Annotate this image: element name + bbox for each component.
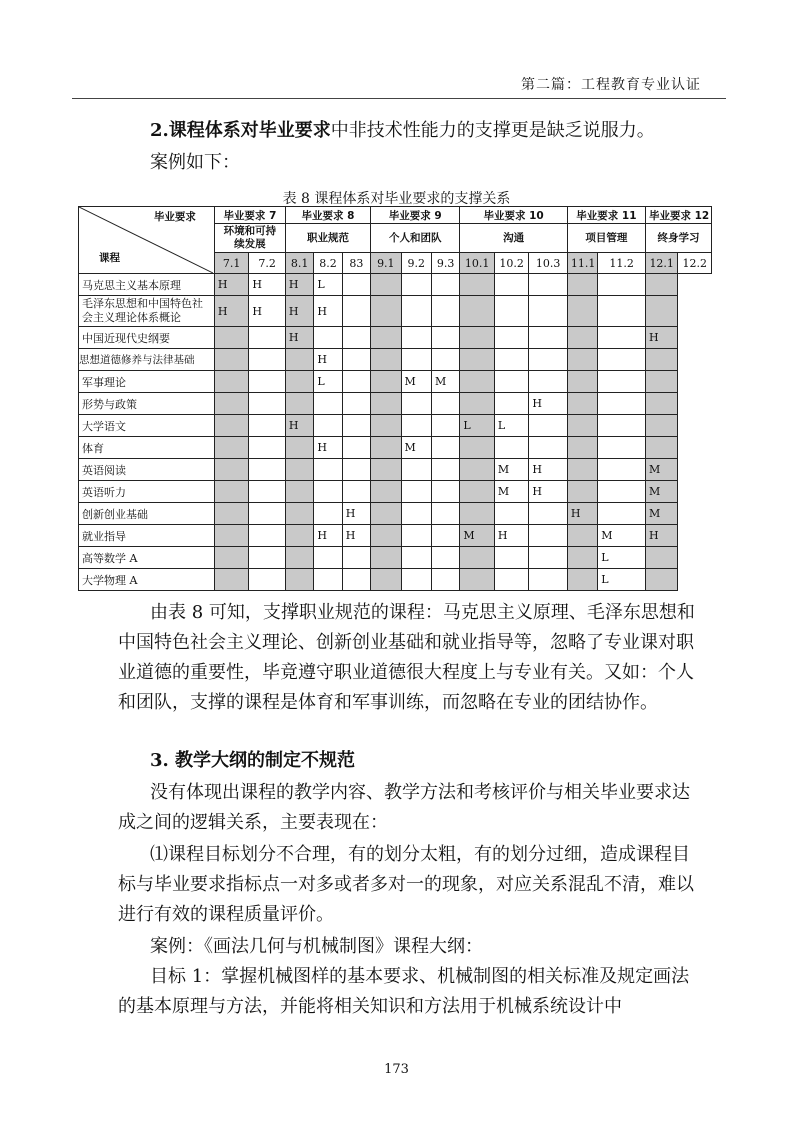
support-cell: [598, 481, 646, 503]
support-cell: M: [494, 481, 528, 503]
support-cell: [314, 569, 342, 591]
support-cell: [494, 371, 528, 393]
support-cell: [431, 296, 459, 327]
support-cell: [431, 569, 459, 591]
support-cell: [214, 437, 248, 459]
table-row: [79, 547, 712, 569]
table-row: [79, 459, 712, 481]
support-cell: [371, 327, 401, 349]
support-cell: [249, 459, 286, 481]
support-cell: [214, 415, 248, 437]
indicator-code: 11.1: [567, 253, 597, 274]
paragraph-2: 没有体现出课程的教学内容、教学方法和考核评价与相关毕业要求达成之间的逻辑关系，主要表现在：: [118, 782, 690, 833]
table-row: [79, 569, 712, 591]
support-cell: [460, 481, 494, 503]
support-table: [78, 206, 712, 591]
group-sub-label: 个人和团队: [371, 224, 460, 253]
support-cell: [342, 349, 370, 371]
course-name: 就业指导: [79, 525, 215, 547]
support-cell: [529, 569, 568, 591]
indicator-code: 10.3: [529, 253, 568, 274]
support-cell: [285, 393, 313, 415]
paragraph-1: 由表 8 可知，支撑职业规范的课程：马克思主义原理、毛泽东思想和中国特色社会主义理论、创新创业基础和就业指导等，忽略了专业课对职业道德的重要性，毕竟遵守职业道德很大程度上与专业有关。又如：个人和团队，支撑的课程是体育和军事训练，而忽略在专业的团结协作。: [118, 602, 695, 713]
support-cell: M: [401, 371, 431, 393]
support-cell: [494, 393, 528, 415]
support-cell: [460, 393, 494, 415]
table-row: [79, 274, 712, 296]
support-cell: [314, 459, 342, 481]
support-cell: [529, 274, 568, 296]
support-cell: L: [598, 569, 646, 591]
support-cell: [371, 296, 401, 327]
support-cell: L: [314, 371, 342, 393]
table-row: [79, 349, 712, 371]
support-cell: [342, 274, 370, 296]
group-label: 毕业要求 8: [285, 207, 370, 224]
support-cell: [494, 274, 528, 296]
support-cell: [401, 569, 431, 591]
support-cell: [460, 547, 494, 569]
group-sub-label: 沟通: [460, 224, 568, 253]
support-cell: [598, 371, 646, 393]
support-cell: [529, 371, 568, 393]
indicator-code: 10.1: [460, 253, 494, 274]
support-cell: [285, 349, 313, 371]
course-name: 思想道德修养与法律基础: [79, 349, 215, 371]
table-row: [79, 371, 712, 393]
paragraph-3: ⑴课程目标划分不合理，有的划分太粗，有的划分过细，造成课程目标与毕业要求指标点一对多或者多对一的现象，对应关系混乱不清，难以进行有效的课程质量评价。: [118, 844, 694, 925]
support-cell: [431, 437, 459, 459]
support-cell: L: [598, 547, 646, 569]
support-cell: [431, 415, 459, 437]
indicator-code: 12.2: [678, 253, 712, 274]
support-cell: [214, 547, 248, 569]
support-cell: M: [645, 481, 677, 503]
support-cell: [249, 349, 286, 371]
support-cell: [371, 481, 401, 503]
support-cell: [371, 371, 401, 393]
support-cell: [214, 459, 248, 481]
support-cell: [460, 437, 494, 459]
support-cell: [214, 327, 248, 349]
support-cell: [371, 393, 401, 415]
paragraph-4: 案例：《画法几何与机械制图》课程大纲：: [150, 936, 483, 957]
group-label: 毕业要求 7: [214, 207, 285, 224]
support-cell: [249, 393, 286, 415]
support-cell: [598, 327, 646, 349]
support-cell: [431, 327, 459, 349]
support-cell: [249, 327, 286, 349]
running-header: 第二篇：工程教育专业认证: [521, 77, 701, 93]
support-cell: [567, 296, 597, 327]
corner-cell: [79, 207, 215, 274]
support-cell: M: [431, 371, 459, 393]
support-cell: L: [494, 415, 528, 437]
support-cell: [371, 569, 401, 591]
course-name: 体育: [79, 437, 215, 459]
group-label: 毕业要求 9: [371, 207, 460, 224]
table-row: [79, 503, 712, 525]
support-cell: [214, 525, 248, 547]
support-cell: [249, 547, 286, 569]
support-cell: [401, 296, 431, 327]
support-cell: [371, 415, 401, 437]
support-cell: [494, 503, 528, 525]
support-cell: [460, 569, 494, 591]
support-cell: [598, 415, 646, 437]
support-cell: [529, 296, 568, 327]
support-cell: [342, 327, 370, 349]
support-cell: [567, 274, 597, 296]
support-cell: [342, 437, 370, 459]
table-row: [79, 415, 712, 437]
support-cell: [431, 525, 459, 547]
support-cell: [494, 437, 528, 459]
indicator-code: 12.1: [645, 253, 677, 274]
support-cell: [249, 437, 286, 459]
group-label: 毕业要求 12: [645, 207, 711, 224]
course-name: 大学物理 A: [79, 569, 215, 591]
support-cell: [645, 437, 677, 459]
support-cell: [214, 569, 248, 591]
course-name: 英语听力: [79, 481, 215, 503]
support-cell: H: [645, 327, 677, 349]
support-cell: [401, 525, 431, 547]
support-cell: [249, 415, 286, 437]
support-cell: [431, 503, 459, 525]
support-cell: [401, 503, 431, 525]
support-cell: [598, 296, 646, 327]
group-sub-label: 项目管理: [567, 224, 645, 253]
support-cell: [342, 481, 370, 503]
support-cell: [214, 393, 248, 415]
support-cell: H: [285, 415, 313, 437]
support-cell: [567, 481, 597, 503]
support-cell: M: [401, 437, 431, 459]
indicator-code: 7.1: [214, 253, 248, 274]
support-cell: [249, 569, 286, 591]
support-cell: [494, 547, 528, 569]
support-cell: [249, 525, 286, 547]
support-cell: [249, 481, 286, 503]
indicator-code: 11.2: [598, 253, 646, 274]
support-cell: [342, 371, 370, 393]
support-cell: [285, 547, 313, 569]
indicator-code: 9.3: [431, 253, 459, 274]
support-cell: [249, 371, 286, 393]
course-name: 形势与政策: [79, 393, 215, 415]
corner-top-label: 毕业要求: [153, 211, 196, 223]
support-cell: [598, 503, 646, 525]
support-cell: H: [285, 274, 313, 296]
group-sub-label: 环境和可持续发展: [214, 224, 285, 253]
support-cell: [567, 547, 597, 569]
support-cell: H: [529, 393, 568, 415]
course-name: 英语阅读: [79, 459, 215, 481]
support-cell: [598, 459, 646, 481]
support-cell: H: [342, 503, 370, 525]
support-cell: [314, 547, 342, 569]
support-cell: H: [214, 274, 248, 296]
support-cell: H: [314, 437, 342, 459]
support-cell: [285, 481, 313, 503]
support-cell: [529, 503, 568, 525]
support-cell: [460, 371, 494, 393]
table-row: [79, 393, 712, 415]
support-cell: [529, 525, 568, 547]
support-cell: [314, 393, 342, 415]
page-number: 173: [384, 1062, 409, 1077]
support-cell: [342, 569, 370, 591]
support-cell: [285, 525, 313, 547]
support-cell: [529, 547, 568, 569]
support-cell: [567, 415, 597, 437]
course-name: 中国近现代史纲要: [79, 327, 215, 349]
support-cell: [214, 503, 248, 525]
support-cell: [314, 503, 342, 525]
support-cell: [494, 296, 528, 327]
support-cell: M: [645, 459, 677, 481]
support-cell: [529, 437, 568, 459]
support-cell: [431, 481, 459, 503]
support-cell: [494, 327, 528, 349]
support-cell: [371, 547, 401, 569]
support-cell: H: [249, 296, 286, 327]
group-label: 毕业要求 11: [567, 207, 645, 224]
support-cell: H: [342, 525, 370, 547]
support-cell: [598, 393, 646, 415]
support-cell: [285, 437, 313, 459]
support-cell: M: [598, 525, 646, 547]
support-cell: [645, 349, 677, 371]
support-cell: [460, 274, 494, 296]
support-cell: [401, 393, 431, 415]
course-name: 创新创业基础: [79, 503, 215, 525]
support-cell: H: [494, 525, 528, 547]
support-cell: M: [460, 525, 494, 547]
indicator-code: 8.2: [314, 253, 342, 274]
indicator-code: 9.1: [371, 253, 401, 274]
support-cell: [431, 547, 459, 569]
support-cell: [494, 349, 528, 371]
support-cell: H: [314, 525, 342, 547]
indicator-code: 10.2: [494, 253, 528, 274]
support-cell: [460, 349, 494, 371]
support-cell: L: [460, 415, 494, 437]
support-cell: M: [645, 503, 677, 525]
support-cell: [371, 503, 401, 525]
support-cell: [401, 459, 431, 481]
support-cell: [567, 327, 597, 349]
support-cell: [529, 415, 568, 437]
support-cell: [645, 415, 677, 437]
support-cell: [214, 371, 248, 393]
support-cell: [645, 393, 677, 415]
group-label: 毕业要求 10: [460, 207, 568, 224]
header-row-groups: [79, 207, 712, 224]
support-cell: [431, 393, 459, 415]
support-cell: H: [567, 503, 597, 525]
table-row: [79, 327, 712, 349]
support-cell: [567, 437, 597, 459]
group-sub-label: 职业规范: [285, 224, 370, 253]
support-cell: H: [214, 296, 248, 327]
support-cell: [460, 503, 494, 525]
support-cell: [645, 569, 677, 591]
support-cell: [645, 296, 677, 327]
support-cell: [460, 459, 494, 481]
support-cell: [371, 437, 401, 459]
table-row: [79, 296, 712, 327]
support-cell: H: [529, 459, 568, 481]
indicator-code: 7.2: [249, 253, 286, 274]
paragraph-5: 目标 1：掌握机械图样的基本要求、机械制图的相关标准及规定画法的基本原理与方法，并能将相关知识和方法用于机械系统设计中: [118, 966, 690, 1017]
support-cell: [529, 349, 568, 371]
course-name: 军事理论: [79, 371, 215, 393]
indicator-code: 83: [342, 253, 370, 274]
course-name: 大学语文: [79, 415, 215, 437]
section-heading-3: 3. 教学大纲的制定不规范: [150, 750, 356, 771]
support-cell: [567, 525, 597, 547]
support-cell: [401, 547, 431, 569]
case-line: 案例如下：: [150, 152, 240, 173]
support-cell: [567, 569, 597, 591]
support-cell: [401, 481, 431, 503]
corner-bottom-label: 课程: [99, 252, 120, 264]
support-cell: [460, 296, 494, 327]
intro-heading-bold: 2.课程体系对毕业要求: [150, 120, 331, 141]
support-cell: M: [494, 459, 528, 481]
support-cell: H: [645, 525, 677, 547]
table-caption: 表 8 课程体系对毕业要求的支撑关系: [282, 191, 511, 207]
support-cell: H: [314, 296, 342, 327]
support-cell: [401, 415, 431, 437]
indicator-code: 9.2: [401, 253, 431, 274]
support-cell: [285, 569, 313, 591]
support-cell: [494, 569, 528, 591]
support-cell: H: [529, 481, 568, 503]
support-cell: [371, 459, 401, 481]
support-cell: [567, 393, 597, 415]
support-cell: [314, 481, 342, 503]
support-cell: [645, 274, 677, 296]
course-name: 马克思主义基本原理: [79, 274, 215, 296]
support-cell: [285, 503, 313, 525]
support-cell: [371, 274, 401, 296]
support-cell: [314, 327, 342, 349]
support-cell: [214, 349, 248, 371]
support-cell: [645, 371, 677, 393]
support-cell: H: [285, 296, 313, 327]
support-cell: [598, 349, 646, 371]
support-cell: [431, 459, 459, 481]
indicator-code: 8.1: [285, 253, 313, 274]
support-cell: [342, 459, 370, 481]
group-sub-label: 终身学习: [645, 224, 711, 253]
support-cell: [342, 547, 370, 569]
support-cell: [401, 274, 431, 296]
support-cell: [314, 415, 342, 437]
support-cell: [342, 415, 370, 437]
support-cell: [567, 459, 597, 481]
intro-heading-rest: 中非技术性能力的支撑更是缺乏说服力。: [330, 120, 655, 141]
support-cell: [342, 393, 370, 415]
support-cell: [342, 296, 370, 327]
support-cell: H: [249, 274, 286, 296]
support-cell: L: [314, 274, 342, 296]
support-cell: [285, 459, 313, 481]
support-cell: [371, 525, 401, 547]
support-cell: [371, 349, 401, 371]
support-cell: [529, 327, 568, 349]
support-cell: [401, 327, 431, 349]
support-cell: [431, 349, 459, 371]
support-cell: [567, 349, 597, 371]
header-rule: [72, 98, 726, 99]
course-name: 毛泽东思想和中国特色社会主义理论体系概论: [79, 296, 215, 327]
table-row: [79, 481, 712, 503]
support-cell: [567, 371, 597, 393]
course-name: 高等数学 A: [79, 547, 215, 569]
support-cell: H: [314, 349, 342, 371]
support-cell: [214, 481, 248, 503]
table-row: [79, 525, 712, 547]
support-cell: [645, 547, 677, 569]
support-cell: [598, 437, 646, 459]
support-cell: [460, 327, 494, 349]
support-cell: [285, 371, 313, 393]
support-cell: [401, 349, 431, 371]
support-cell: [431, 274, 459, 296]
table-row: [79, 437, 712, 459]
intro-heading: [150, 116, 710, 146]
support-cell: [598, 274, 646, 296]
support-cell: [249, 503, 286, 525]
support-cell: H: [285, 327, 313, 349]
